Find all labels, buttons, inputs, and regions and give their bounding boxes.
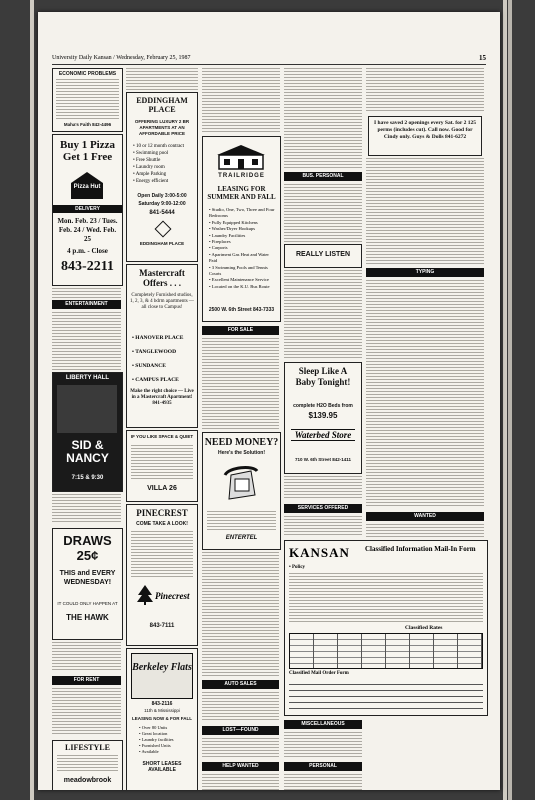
mastercraft-ad [126, 264, 198, 428]
pinecrest-logo: Pinecrest [155, 591, 190, 601]
list-item: • SUNDANCE [132, 363, 166, 369]
lifestyle-title: LIFESTYLE [65, 743, 110, 752]
waterbed-address: 710 W. 6th Street 842-1411 [294, 457, 352, 462]
sid-nancy-title: SID & NANCY [66, 438, 109, 465]
lost-found-header: LOST—FOUND [202, 726, 279, 735]
guys-dolls-ad [368, 116, 482, 156]
mastercraft-footer: Make the right choice — Live in a Mastercraft Apartment! 841-4935 [130, 389, 194, 406]
mastercraft-body: Completely Furnished studios, 1, 2, 3, & 4 bdrm apartments — all close to Campus! [130, 293, 194, 310]
column-2 [126, 68, 200, 778]
berkeley-leasing: LEASING NOW & FOR FALL [132, 716, 192, 721]
pinecrest-tagline: COME TAKE A LOOK! [136, 521, 188, 527]
sid-nancy-ad [52, 372, 123, 492]
eddingham-title: EDDINGHAM PLACE [136, 96, 188, 114]
rates-heading: Classified Rates [405, 625, 443, 631]
need-money-subtitle: Here's the Solution! [217, 450, 266, 456]
sleep-baby-title: Sleep Like A Baby Tonight! [295, 366, 351, 387]
berkeley-address: 11th & Mississippi [144, 708, 180, 713]
trailridge-address: 2500 W. 6th Street 843-7333 [208, 307, 275, 313]
list-item: • Available [139, 749, 159, 754]
list-item: • Washer/Dryer Hookups [209, 226, 256, 232]
miscellaneous-header: MISCELLANEOUS [284, 720, 362, 729]
liberty-hall-label: LIBERTY HALL [65, 375, 110, 381]
list-item: • Studio, One, Two, Three and Four Bedrooms [209, 207, 275, 219]
list-item: • 10 or 12 month contract [133, 144, 185, 149]
eddingham-hours: Open Daily 3:00-5:00 [137, 193, 187, 199]
auto-sales-header: AUTO SALES [202, 680, 279, 689]
list-item: • Free Shuttle [133, 158, 161, 163]
mastercraft-properties [132, 331, 194, 387]
pizza-headline: Buy 1 Pizza Get 1 Free [60, 139, 115, 163]
pine-tree-icon [137, 585, 153, 605]
list-item: • Laundry room [133, 165, 165, 170]
list-item: • Carports [209, 245, 228, 251]
list-item: • Excellent Maintenance Service [209, 277, 269, 283]
trailridge-leasing: LEASING FOR SUMMER AND FALL [207, 185, 276, 201]
sleep-subtitle: complete H2O Beds from [293, 403, 353, 409]
economic-problems-title: ECONOMIC PROBLEMS [58, 71, 117, 77]
trailridge-building-icon [215, 143, 267, 171]
list-item: • CAMPUS PLACE [132, 377, 179, 383]
eddingham-footer: EDDINGHAM PLACE [139, 241, 185, 246]
header-dateline: University Daily Kansan / Wednesday, February 25, 1987 [52, 55, 191, 61]
draws-note: IT COULD ONLY HAPPEN AT [57, 601, 118, 606]
berkeley-phone: 843-2116 [151, 701, 173, 707]
berkeley-flats-ad [126, 648, 198, 790]
pizza-hours: 4 p.m. - Close [67, 247, 108, 255]
need-money-ad [202, 432, 281, 550]
berkeley-short-leases: SHORT LEASES AVAILABLE [142, 761, 182, 773]
list-item: • Energy efficient [133, 179, 169, 184]
draws-ad [52, 528, 123, 640]
really-listen-title: REALLY LISTEN [295, 251, 351, 258]
eddingham-logo-icon [155, 221, 172, 238]
personal-header: PERSONAL [284, 762, 362, 771]
berkeley-features [139, 725, 195, 755]
economic-problems-footer: Maha's Faith 842-4496 [63, 122, 112, 127]
list-item: • Laundry facilities [139, 737, 174, 742]
kansan-logo: KANSAN [289, 545, 350, 560]
trailridge-name: TRAILRIDGE [218, 173, 265, 179]
film-showtimes: 7:15 & 9:30 [71, 475, 104, 481]
newspaper-page [38, 12, 500, 790]
list-item: • Furnished Units [139, 743, 171, 748]
waterbed-logo: Waterbed Store [291, 429, 355, 441]
list-item: • Located on the K.U. Bus Route [209, 283, 270, 289]
eddingham-phone: 841-5444 [149, 210, 175, 216]
eddingham-saturday: Saturday 9:00-12:00 [138, 201, 186, 207]
mail-order-form-title: Classified Mail Order Form [289, 671, 349, 676]
list-item: • Ample Parking [133, 172, 167, 177]
eddingham-offer: OFFERING LUXURY 2 BR APARTMENTS AT AN AFFORDABLE PRICE [134, 119, 190, 136]
eddingham-place-ad [126, 92, 198, 262]
column-5 [366, 68, 486, 778]
pizza-dates: Mon. Feb. 23 / Tues. Feb. 24 / Wed. Feb. 25 [57, 217, 118, 243]
mastercraft-title: Mastercraft Offers . . . [139, 268, 185, 288]
list-item: • 3 Swimming Pools and Tennis Courts [209, 264, 268, 277]
trailridge-ad [202, 136, 281, 322]
list-item: • Great location [139, 731, 168, 736]
page-number: 15 [479, 54, 486, 62]
list-item: • Fully Equipped Kitchens [209, 219, 258, 225]
column-3 [202, 68, 282, 778]
guys-dolls-text: I have saved 2 openings every Sat. for 2 125 perms (includes cut). Call now. Good for Cindy only. Guys & Dolls 841-6272 [374, 120, 476, 140]
pizza-hut-brand: Pizza Hut [73, 184, 101, 190]
trailridge-features [209, 207, 277, 290]
pizza-hut-logo [67, 169, 107, 201]
policy-heading: • Policy [289, 565, 306, 570]
villa-title: VILLA 26 [147, 485, 177, 492]
economic-problems-ad [52, 68, 123, 132]
pizza-hut-ad [52, 134, 123, 286]
services-offered-header: SERVICES OFFERED [284, 504, 362, 513]
kansan-form-title: Classified Information Mail-In Form [365, 545, 476, 553]
telephone-icon [221, 465, 261, 505]
meadowbrook-logo: meadowbrook [63, 777, 112, 784]
list-item: • Laundry Facilities [209, 232, 246, 238]
list-item: • Over 80 Units [139, 725, 168, 730]
pizza-phone: 843-2211 [61, 259, 114, 274]
draws-title: DRAWS 25¢ [63, 533, 112, 563]
need-money-title: NEED MONEY? [204, 437, 279, 448]
list-item: • Swimming pool [133, 151, 169, 156]
list-item: • Fireplaces [209, 239, 231, 245]
typing-header: TYPING [366, 268, 484, 277]
film-photo [57, 385, 117, 433]
draws-subtitle: THIS and EVERY WEDNESDAY! [59, 570, 116, 586]
for-rent-header: FOR RENT [52, 676, 121, 685]
pinecrest-title: PINECREST [136, 508, 188, 518]
entertainment-header: ENTERTAINMENT [52, 300, 121, 309]
entertel-logo: ENTERTEL [225, 535, 258, 541]
list-item: • HANOVER PLACE [132, 335, 184, 341]
page-header [52, 54, 486, 65]
pinecrest-phone: 843-7111 [149, 623, 175, 629]
villa-26-ad [126, 430, 198, 502]
bus-personal-header: BUS. PERSONAL [284, 172, 362, 181]
sleep-price: $139.95 [308, 411, 338, 420]
for-sale-header: FOR SALE [202, 326, 279, 335]
eddingham-features [133, 143, 193, 185]
list-item: • TANGLEWOOD [132, 349, 177, 355]
wanted-header: WANTED [366, 512, 484, 521]
pizza-delivery-label: DELIVERY [53, 205, 122, 213]
column-1 [52, 68, 124, 784]
help-wanted-header: HELP WANTED [202, 762, 279, 771]
list-item: • Apartment Gas Heat and Water Paid [209, 251, 269, 264]
the-hawk: THE HAWK [66, 613, 109, 622]
berkeley-title: Berkeley Flats [132, 662, 192, 673]
lifestyle-ad [52, 740, 123, 790]
pinecrest-ad [126, 504, 198, 646]
villa-subtitle: IF YOU LIKE SPACE & QUIET [130, 434, 194, 439]
berkeley-banner [131, 653, 193, 699]
